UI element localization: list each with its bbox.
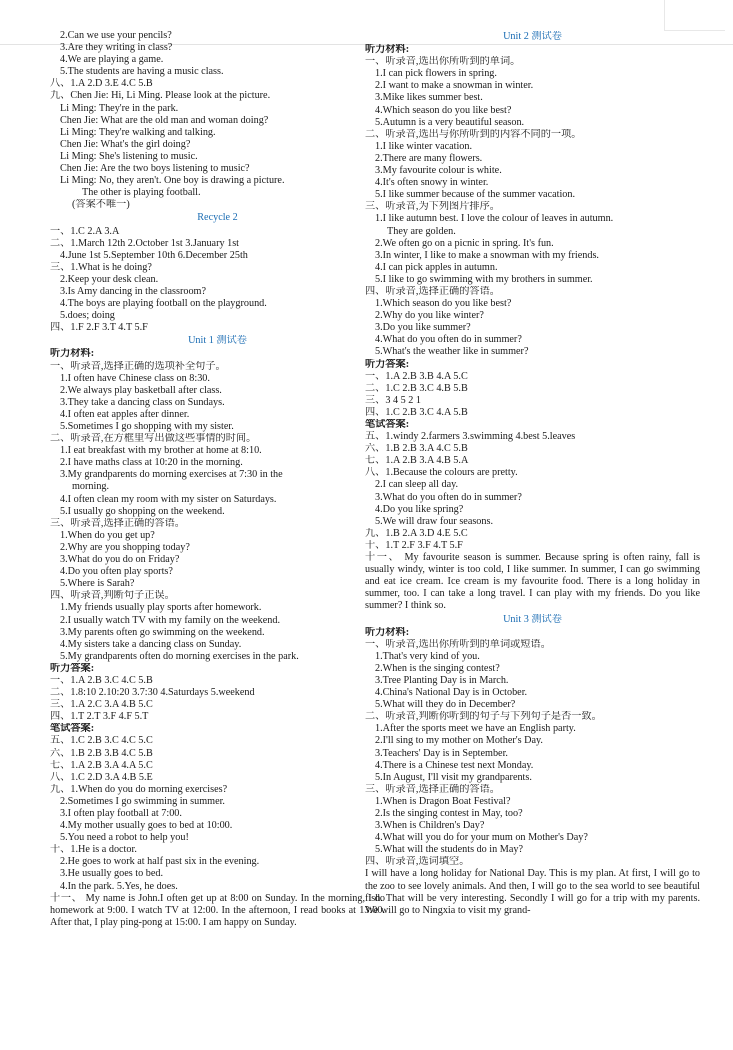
answer-line: 4.What do you often do in summer? (375, 334, 522, 346)
answer-paragraph: 十一、 My favourite season is summer. Because spring is often rainy, fall is usually windy, winter is too cold, I like summer. In summer, I can go swimming and eat ice cream. Ice cream is my favourite food. There is a long holiday in summer, too. I can take a long travel. I can play with my friends. Do you like summer? I think so. (365, 552, 700, 612)
answer-line: Li Ming: She's listening to music. (60, 150, 198, 162)
answer-line: 2.There are many flowers. (375, 152, 483, 164)
answer-line: 2.Can we use your pencils? (60, 30, 172, 41)
answer-line: 1.I like autumn best. I love the colour of leaves in autumn. (375, 213, 614, 225)
answer-line: 5.Sometimes I go shopping with my sister. (60, 421, 234, 432)
answer-line: 四、听录音,判断句子正误。 (50, 590, 175, 602)
answer-line: 2.Sometimes I go swimming in summer. (60, 795, 225, 807)
answer-line: 3.What do you do on Friday? (60, 554, 180, 566)
answer-paragraph: 十一、 My name is John.I often get up at 8:00 on Sunday. In the morning, I do homework at 9:00. I watch TV at 12:00. In the afternoon, I read books at 13:00. After that, I play ping-pong at 15:00. I am happy on Sunday. (50, 892, 385, 928)
answer-line: 五、1.windy 2.farmers 3.swimming 4.best 5.leaves (365, 431, 576, 443)
answer-line: 5.What's the weather like in summer? (375, 346, 529, 358)
answer-line: 二、1.March 12th 2.October 1st 3.January 1st (50, 237, 240, 249)
answer-line: 一、听录音,选择正确的选项补全句子。 (50, 360, 226, 372)
answer-line: Li Ming: They're walking and talking. (60, 126, 216, 138)
answer-line: 二、听录音,在方框里写出做这些事情的时间。 (50, 433, 257, 445)
answer-line: 2.I'll sing to my mother on Mother's Day. (375, 735, 543, 747)
answer-line: 5.I usually go shopping on the weekend. (60, 505, 225, 517)
answer-line: 听力材料: (365, 44, 410, 56)
answer-line: 2.He goes to work at half past six in the evening. (60, 856, 260, 868)
answer-line: morning. (72, 481, 110, 493)
answer-line: 三、3 4 5 2 1 (365, 394, 422, 406)
answer-line: 八、1.Because the colours are pretty. (365, 467, 518, 479)
answer-line: 5.I like summer because of the summer vacation. (375, 189, 576, 201)
answer-line: 3.I often play football at 7:00. (60, 808, 182, 819)
answer-line: 4.The boys are playing football on the playground. (60, 298, 267, 310)
answer-line: 3.When is Children's Day? (375, 820, 485, 832)
answer-line: 四、1.T 2.T 3.F 4.F 5.T (50, 711, 149, 723)
answer-line: 3.They take a dancing class on Sundays. (60, 396, 225, 408)
answer-line: Li Ming: They're in the park. (60, 102, 179, 114)
answer-line: 2.We often go on a picnic in spring. It's fun. (375, 237, 554, 249)
answer-line: 4.What will you do for your mum on Mother's Day? (375, 832, 588, 844)
answer-line: 三、听录音,选择正确的答语。 (365, 783, 500, 795)
answer-line: 2.I usually watch TV with my family on the weekend. (60, 614, 281, 626)
answer-line: 九、1.B 2.A 3.D 4.E 5.C (365, 527, 468, 539)
answer-line: 四、1.F 2.F 3.T 4.T 5.F (50, 322, 148, 334)
answer-line: 2.Keep your desk clean. (60, 273, 159, 285)
answer-line: 十、1.He is a doctor. (50, 844, 137, 856)
section-heading: Unit 1 测试卷 (188, 335, 247, 347)
answer-line: 3.He usually goes to bed. (60, 868, 163, 880)
answer-line: 4.We are playing a game. (60, 54, 164, 66)
answer-line: 4.China's National Day is in October. (375, 687, 528, 699)
answer-line: 一、1.A 2.B 3.C 4.C 5.B (50, 674, 153, 686)
answer-line: 笔试答案: (365, 419, 410, 430)
answer-paragraph: I will have a long holiday for National Day. This is my plan. At first, I will go to the zoo to see lovely animals. And then, I will go to the sea world to see beautiful fish. That will be very interesting. Secondly I will go for a trip with my parents. We will go to Ningxia to visit my grand- (365, 868, 700, 916)
answer-line: 七、1.A 2.B 3.A 4.A 5.C (50, 759, 153, 771)
answer-line: 2.Why are you shopping today? (60, 541, 190, 553)
answer-line: 一、1.A 2.B 3.B 4.A 5.C (365, 370, 468, 382)
answer-line: 3.My grandparents do morning exercises at 7:30 in the (60, 469, 283, 481)
answer-line: 二、1.C 2.B 3.C 4.B 5.B (365, 382, 468, 394)
answer-line: 4.My mother usually goes to bed at 10:00. (60, 820, 233, 832)
answer-line: 九、1.When do you do morning exercises? (50, 783, 228, 795)
answer-line: 1.When is Dragon Boat Festival? (375, 795, 511, 807)
answer-line: 4.I often clean my room with my sister on Saturdays. (60, 493, 277, 505)
answer-line: 5.You need a robot to help you! (60, 832, 189, 844)
answer-line: 3.Are they writing in class? (60, 42, 173, 54)
answer-line: 听力答案: (365, 358, 410, 370)
answer-line: 五、1.C 2.B 3.C 4.C 5.C (50, 735, 153, 747)
answer-line: 4.Do you often play sports? (60, 566, 173, 578)
answer-line: Chen Jie: What's the girl doing? (60, 138, 191, 150)
answer-line: 4.My sisters take a dancing class on Sunday. (60, 638, 242, 650)
answer-line: 2.When is the singing contest? (375, 662, 500, 674)
answer-line: Li Ming: No, they aren't. One boy is drawing a picture. (60, 175, 285, 187)
answer-line: 4.Which season do you like best? (375, 104, 512, 116)
answer-line: Chen Jie: What are the old man and woman doing? (60, 114, 269, 126)
answer-line: 5.Where is Sarah? (60, 578, 135, 590)
answer-line: The other is playing football. (82, 187, 201, 199)
answer-line: 4.There is a Chinese test next Monday. (375, 759, 534, 771)
answer-line: 3.Teachers' Day is in September. (375, 747, 508, 759)
answer-line: 听力材料: (365, 626, 410, 638)
answer-line: 九、Chen Jie: Hi, Li Ming. Please look at the picture. (50, 90, 271, 102)
answer-line: 听力材料: (50, 348, 95, 360)
answer-line: 一、听录音,选出你所听到的单词。 (365, 56, 521, 68)
answer-line: 4.It's often snowy in winter. (375, 177, 489, 189)
answer-line: 5.Autumn is a very beautiful season. (375, 116, 525, 128)
answer-line: 5.does; doing (60, 310, 115, 322)
answer-line: 4.Do you like spring? (375, 503, 464, 515)
answer-line: 2.We always play basketball after class. (60, 384, 222, 396)
answer-line: 5.What will they do in December? (375, 699, 516, 711)
answer-line: 5.The students are having a music class. (60, 66, 224, 78)
answer-line: 1.I often have Chinese class on 8:30. (60, 372, 210, 384)
answer-line: 七、1.A 2.B 3.A 4.B 5.A (365, 455, 469, 467)
answer-line: 4.June 1st 5.September 10th 6.December 25th (60, 249, 248, 261)
answer-line: 听力答案: (50, 662, 95, 674)
answer-line: 二、听录音,判断你听到的句子与下列句子是否一致。 (365, 711, 602, 723)
answer-line: Chen Jie: Are the two boys listening to music? (60, 163, 250, 175)
page-corner-decoration (664, 0, 725, 31)
answer-line: 二、听录音,选出与你所听到的内容不同的一项。 (365, 128, 582, 140)
answer-line: 2.Why do you like winter? (375, 310, 484, 322)
answer-line: 三、听录音,为下列图片排序。 (365, 201, 500, 213)
answer-line: 3.Mike likes summer best. (375, 92, 483, 104)
answer-line: 1.My friends usually play sports after homework. (60, 602, 262, 614)
answer-line: 5.My grandparents often do morning exercises in the park. (60, 650, 299, 662)
section-heading: Unit 2 测试卷 (503, 31, 562, 42)
answer-line: 1.That's very kind of you. (375, 650, 480, 662)
answer-line: 一、听录音,选出你所听到的单词或短语。 (365, 638, 551, 650)
answer-line: 1.After the sports meet we have an English party. (375, 723, 576, 735)
answer-line: 5.I like to go swimming with my brothers in summer. (375, 273, 593, 285)
answer-line: 三、听录音,选择正确的答语。 (50, 517, 185, 529)
answer-line: 一、1.C 2.A 3.A (50, 225, 120, 237)
answer-line: 八、1.C 2.D 3.A 4.B 5.E (50, 771, 153, 783)
answer-line: 2.I want to make a snowman in winter. (375, 80, 534, 92)
answer-line: 四、1.C 2.B 3.C 4.A 5.B (365, 406, 468, 418)
answer-line: They are golden. (387, 225, 456, 237)
answer-line: 1.Which season do you like best? (375, 298, 512, 310)
answer-line: 4.I often eat apples after dinner. (60, 408, 190, 420)
answer-line: 3.My parents often go swimming on the weekend. (60, 626, 265, 638)
answer-line: 1.I can pick flowers in spring. (375, 68, 497, 80)
answer-line: 二、1.8:10 2.10:20 3.7:30 4.Saturdays 5.weekend (50, 687, 255, 699)
answer-line: 3.What do you often do in summer? (375, 491, 522, 503)
answer-line: 3.My favourite colour is white. (375, 165, 502, 177)
answer-line: 1.I eat breakfast with my brother at home at 8:10. (60, 445, 262, 457)
section-heading: Recycle 2 (197, 212, 238, 224)
answer-line: 4.I can pick apples in autumn. (375, 261, 498, 273)
answer-line: 5.In August, I'll visit my grandparents. (375, 771, 532, 783)
answer-line: 八、1.A 2.D 3.E 4.C 5.B (50, 78, 153, 90)
answer-line: 2.I can sleep all day. (375, 479, 459, 491)
answer-line: 六、1.B 2.B 3.B 4.C 5.B (50, 747, 153, 759)
answer-line: 3.Do you like summer? (375, 322, 471, 334)
answer-line: 5.We will draw four seasons. (375, 515, 494, 527)
right-column (365, 30, 700, 917)
answer-line: 1.I like winter vacation. (375, 140, 473, 152)
section-heading: Unit 3 测试卷 (503, 613, 562, 625)
answer-line: 三、1.What is he doing? (50, 261, 152, 273)
answer-line: 4.In the park. 5.Yes, he does. (60, 880, 178, 892)
answer-line: 十、1.T 2.F 3.F 4.T 5.F (365, 539, 463, 551)
answer-line: 四、听录音,选词填空。 (365, 856, 470, 868)
answer-line: 2.I have maths class at 10:20 in the morning. (60, 457, 243, 469)
answer-line: (答案不唯一) (72, 199, 130, 211)
left-column (50, 30, 385, 929)
answer-line: 5.What will the students do in May? (375, 844, 523, 856)
answer-line: 3.In winter, I like to make a snowman with my friends. (375, 249, 599, 261)
answer-line: 3.Tree Planting Day is in March. (375, 674, 509, 686)
answer-line: 笔试答案: (50, 723, 95, 735)
answer-line: 四、听录音,选择正确的答语。 (365, 285, 500, 297)
answer-line: 三、1.A 2.C 3.A 4.B 5.C (50, 699, 153, 711)
answer-line: 2.Is the singing contest in May, too? (375, 808, 523, 819)
answer-line: 3.Is Amy dancing in the classroom? (60, 285, 206, 297)
answer-line: 1.When do you get up? (60, 529, 155, 541)
answer-line: 六、1.B 2.B 3.A 4.C 5.B (365, 443, 468, 455)
